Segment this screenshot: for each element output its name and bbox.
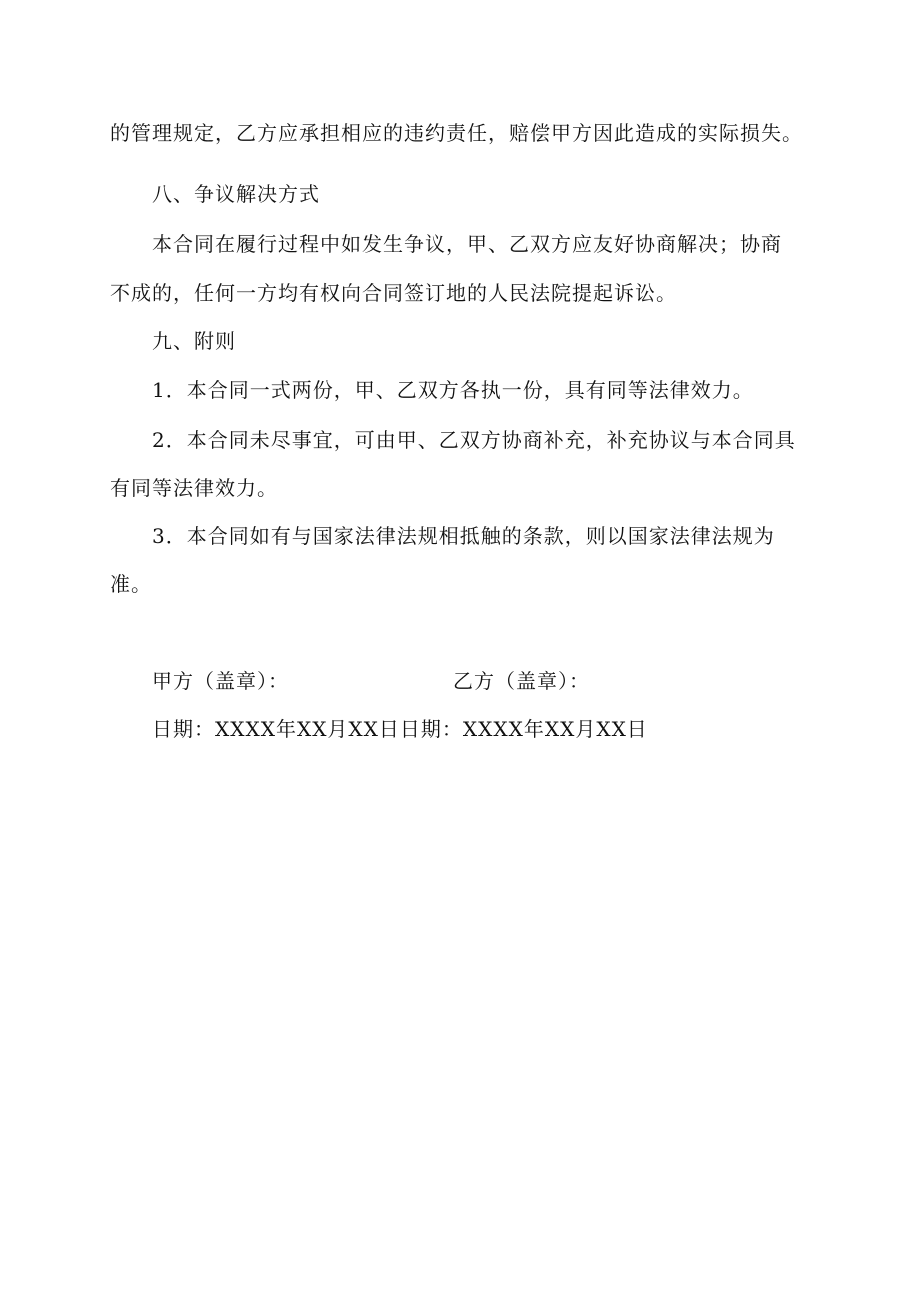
clause-1: 1．本合同一式两份，甲、乙双方各执一份，具有同等法律效力。: [152, 378, 754, 402]
clause-3-line-1: 3．本合同如有与国家法律法规相抵触的条款，则以国家法律法规为: [152, 524, 775, 548]
clause-2-line-2: 有同等法律效力。: [110, 476, 278, 500]
section-heading-9: 九、附则: [152, 329, 236, 353]
section-heading-8: 八、争议解决方式: [152, 182, 320, 206]
clause-3-line-2: 准。: [110, 572, 152, 596]
signature-date-line: 日期：XXXX年XX月XX日日期：XXXX年XX月XX日: [152, 717, 648, 741]
clause-2-line-1: 2．本合同未尽事宜，可由甲、乙双方协商补充，补充协议与本合同具: [152, 428, 796, 452]
paragraph-line-3: 本合同在履行过程中如发生争议，甲、乙双方应友好协商解决；协商: [152, 232, 782, 256]
paragraph-line-1: 的管理规定，乙方应承担相应的违约责任，赔偿甲方因此造成的实际损失。: [110, 121, 803, 145]
party-a-seal-label: 甲方（盖章）：: [152, 669, 289, 693]
party-b-seal-label: 乙方（盖章）：: [453, 669, 590, 693]
paragraph-line-4: 不成的，任何一方均有权向合同签订地的人民法院提起诉讼。: [110, 281, 677, 305]
